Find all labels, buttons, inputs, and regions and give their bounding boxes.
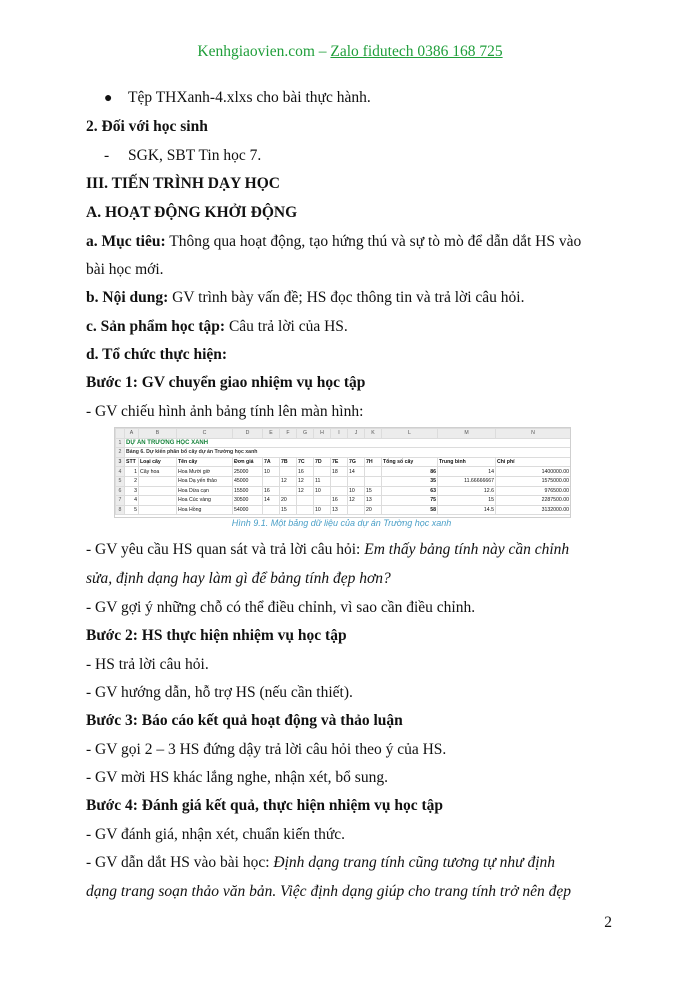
cell: 1400000.00 [496, 467, 571, 477]
col-letter: I [331, 429, 348, 439]
cell [139, 496, 177, 506]
cell [263, 505, 280, 515]
cell [297, 505, 314, 515]
sheet-subtitle: Bảng 6. Dự kiến phân bổ cây dự án Trường học xanh [125, 448, 571, 458]
objective-label: a. Mục tiêu: [86, 233, 166, 250]
cell: 12 [280, 476, 297, 486]
cell: 13 [365, 496, 382, 506]
cell: 16 [263, 486, 280, 496]
spreadsheet-figure [114, 427, 571, 518]
cell: 12.6 [438, 486, 496, 496]
cell [365, 467, 382, 477]
cell: 54000 [233, 505, 263, 515]
cell: 30500 [233, 496, 263, 506]
header-cell: Trung bình [438, 457, 496, 467]
section-heading-students: 2. Đối với học sinh [86, 118, 208, 135]
cell: 11 [314, 476, 331, 486]
step-4-line-1: - GV đánh giá, nhận xét, chuẩn kiến thức. [86, 826, 346, 843]
header-cell: STT [125, 457, 139, 467]
col-letter: J [348, 429, 365, 439]
cell: 2 [125, 476, 139, 486]
cell: 20 [365, 505, 382, 515]
cell: 12 [297, 476, 314, 486]
lead-in-italic: Định dạng trang tính cũng tương tự như định [273, 854, 556, 871]
step-3-line-2: - GV mời HS khác lắng nghe, nhận xét, bổ sung. [86, 769, 388, 786]
cell: 25000 [233, 467, 263, 477]
cell: 14 [348, 467, 365, 477]
table-row: 4 1 Cây hoa Hoa Mười giờ 25000 10 16 18 14 86 14 1400000.00 [116, 467, 571, 477]
dash-marker: - [104, 147, 110, 164]
header-cell: Tên cây [177, 457, 233, 467]
table-row: 7 4 Hoa Cúc vàng 30500 14 20 16 12 13 75 15 2287500.00 [116, 496, 571, 506]
step-4-line-3: dạng trang soạn thảo văn bản. Việc định dạng giúp cho trang tính trở nên đẹp [86, 883, 572, 900]
cell: 58 [382, 505, 438, 515]
spreadsheet-table [115, 428, 571, 515]
cell [297, 496, 314, 506]
cell: Hoa Dừa cạn [177, 486, 233, 496]
objective-line [86, 233, 581, 251]
page-header [0, 43, 700, 61]
header-cell: 7H [365, 457, 382, 467]
cell [263, 476, 280, 486]
section-heading-activity: A. HOẠT ĐỘNG KHỞI ĐỘNG [86, 204, 298, 221]
cell: 14 [263, 496, 280, 506]
step-1-line: - GV chiếu hình ảnh bảng tính lên màn hình: [86, 403, 364, 420]
content-line [86, 289, 524, 307]
cell: 63 [382, 486, 438, 496]
question-line-2: sửa, định dạng hay làm gì để bảng tính đẹp hơn? [86, 570, 391, 587]
cell: 10 [314, 505, 331, 515]
cell: 1 [125, 467, 139, 477]
cell: 16 [331, 496, 348, 506]
cell [331, 486, 348, 496]
header-cell: 7C [297, 457, 314, 467]
cell [348, 476, 365, 486]
section-heading-process: III. TIẾN TRÌNH DẠY HỌC [86, 175, 280, 192]
figure-caption: Hình 9.1. Một bảng dữ liệu của dự án Trường học xanh [231, 518, 452, 528]
cell [139, 476, 177, 486]
cell: 10 [314, 486, 331, 496]
page-number: 2 [604, 914, 612, 931]
cell: Hoa Hồng [177, 505, 233, 515]
header-cell: 7A [263, 457, 280, 467]
step-1-heading: Bước 1: GV chuyển giao nhiệm vụ học tập [86, 374, 366, 391]
cell: 86 [382, 467, 438, 477]
cell: 16 [297, 467, 314, 477]
cell: 5 [125, 505, 139, 515]
cell: 15 [280, 505, 297, 515]
cell: 12 [297, 486, 314, 496]
col-letter: G [297, 429, 314, 439]
cell [314, 467, 331, 477]
cell: 976500.00 [496, 486, 571, 496]
cell [280, 486, 297, 496]
question-line [86, 541, 569, 559]
col-letter: H [314, 429, 331, 439]
step-4-heading: Bước 4: Đánh giá kết quả, thực hiện nhiệm vụ học tập [86, 797, 444, 814]
col-letter: L [382, 429, 438, 439]
col-letter: B [139, 429, 177, 439]
cell: Hoa Cúc vàng [177, 496, 233, 506]
sheet-title: DỰ ÁN TRƯỜNG HỌC XANH [125, 438, 571, 448]
col-letter: A [125, 429, 139, 439]
header-cell: Đơn giá [233, 457, 263, 467]
question-italic: Em thấy bảng tính này cần chỉnh [364, 541, 570, 558]
cell: 10 [263, 467, 280, 477]
product-line [86, 318, 348, 336]
step-2-line-2: - GV hướng dẫn, hỗ trợ HS (nếu cần thiết). [86, 684, 353, 701]
cell: 14.5 [438, 505, 496, 515]
cell: 12 [348, 496, 365, 506]
cell: 18 [331, 467, 348, 477]
header-cell: 7E [331, 457, 348, 467]
content-label: b. Nội dung: [86, 289, 169, 306]
cell [314, 496, 331, 506]
cell: Hoa Dạ yến thảo [177, 476, 233, 486]
cell: 3 [125, 486, 139, 496]
col-letter: K [365, 429, 382, 439]
cell [280, 467, 297, 477]
table-row: 8 5 Hoa Hồng 54000 15 10 13 20 58 14.5 3132000.00 [116, 505, 571, 515]
organization-heading: d. Tổ chức thực hiện: [86, 346, 228, 363]
col-letter: N [496, 429, 571, 439]
hint-line: - GV gợi ý những chỗ có thể điều chỉnh, vì sao cần điều chỉnh. [86, 599, 476, 616]
header-cell: Chi phí [496, 457, 571, 467]
cell: 4 [125, 496, 139, 506]
lead-in-plain: - GV dẫn dắt HS vào bài học: [86, 854, 274, 871]
header-cell: 7B [280, 457, 297, 467]
step-3-line-1: - GV gọi 2 – 3 HS đứng dậy trả lời câu hỏi theo ý của HS. [86, 741, 447, 758]
material-line: Tệp THXanh-4.xlxs cho bài thực hành. [128, 89, 371, 106]
col-letter: C [177, 429, 233, 439]
cell: 20 [280, 496, 297, 506]
header-cell: 7G [348, 457, 365, 467]
table-row: 5 2 Hoa Dạ yến thảo 45000 12 12 11 35 11.66666667 1575000.00 [116, 476, 571, 486]
cell: Hoa Mười giờ [177, 467, 233, 477]
cell: 13 [331, 505, 348, 515]
col-letter: D [233, 429, 263, 439]
cell [139, 505, 177, 515]
col-letter: F [280, 429, 297, 439]
cell: 15 [365, 486, 382, 496]
product-label: c. Sản phẩm học tập: [86, 318, 226, 335]
cell [365, 476, 382, 486]
table-row: 6 3 Hoa Dừa cạn 15500 16 12 10 10 15 63 12.6 976500.00 [116, 486, 571, 496]
header-separator: – [314, 43, 331, 60]
cell [331, 476, 348, 486]
question-plain: - GV yêu cầu HS quan sát và trả lời câu hỏi: [86, 541, 365, 558]
cell: 1575000.00 [496, 476, 571, 486]
cell: 35 [382, 476, 438, 486]
objective-line-2: bài học mới. [86, 261, 164, 278]
cell [139, 486, 177, 496]
bullet-icon: ● [104, 91, 113, 106]
cell: 11.66666667 [438, 476, 496, 486]
step-2-line-1: - HS trả lời câu hỏi. [86, 656, 209, 673]
cell: 3132000.00 [496, 505, 571, 515]
cell: 10 [348, 486, 365, 496]
cell: 15 [438, 496, 496, 506]
students-material: SGK, SBT Tin học 7. [128, 147, 262, 164]
header-contact-link[interactable]: Zalo fidutech 0386 168 725 [330, 43, 503, 60]
header-site[interactable]: Kenhgiaovien.com [197, 43, 315, 60]
sheet-title-row: 1 DỰ ÁN TRƯỜNG HỌC XANH [116, 438, 571, 448]
cell: 45000 [233, 476, 263, 486]
header-cell: 7D [314, 457, 331, 467]
step-4-line-2 [86, 854, 555, 872]
col-letter: E [263, 429, 280, 439]
cell: 2287500.00 [496, 496, 571, 506]
sheet-header-row: 3 STT Loại cây Tên cây Đơn giá 7A 7B 7C 7D 7E 7G 7H Tổng số cây Trung bình Chi phí [116, 457, 571, 467]
column-letters-row [116, 429, 571, 439]
cell [348, 505, 365, 515]
sheet-subtitle-row: 2 Bảng 6. Dự kiến phân bổ cây dự án Trường học xanh [116, 448, 571, 458]
cell: 14 [438, 467, 496, 477]
col-letter [116, 429, 125, 439]
step-3-heading: Bước 3: Báo cáo kết quả hoạt động và thảo luận [86, 712, 403, 729]
header-cell: Tổng số cây [382, 457, 438, 467]
header-cell: Loại cây [139, 457, 177, 467]
product-text: Câu trả lời của HS. [225, 318, 348, 335]
step-2-heading: Bước 2: HS thực hiện nhiệm vụ học tập [86, 627, 347, 644]
cell: 75 [382, 496, 438, 506]
cell: 15500 [233, 486, 263, 496]
content-text: GV trình bày vấn đề; HS đọc thông tin và trả lời câu hỏi. [168, 289, 525, 306]
cell: Cây hoa [139, 467, 177, 477]
col-letter: M [438, 429, 496, 439]
objective-text: Thông qua hoạt động, tạo hứng thú và sự tò mò để dẫn dắt HS vào [165, 233, 582, 250]
